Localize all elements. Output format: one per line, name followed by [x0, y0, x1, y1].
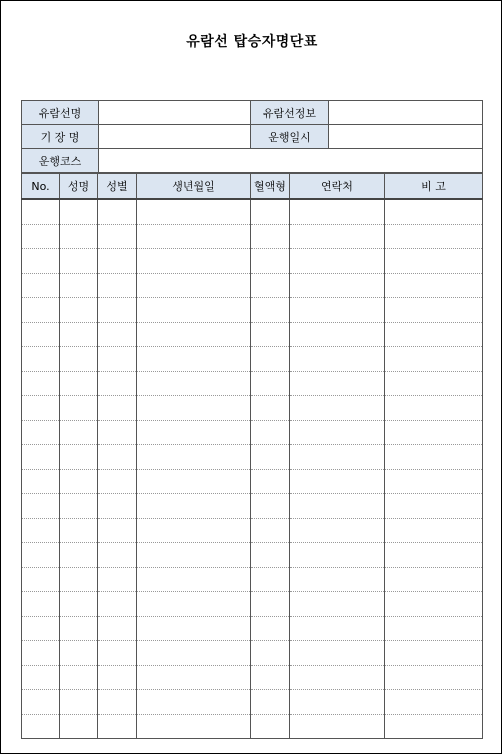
gender-cell[interactable]: [98, 273, 137, 298]
gender-cell[interactable]: [98, 690, 137, 715]
info-table: [21, 100, 483, 173]
name-cell[interactable]: [60, 543, 98, 568]
birthdate-cell[interactable]: [137, 396, 251, 421]
gender-cell[interactable]: [98, 249, 137, 274]
no-cell[interactable]: [22, 322, 60, 347]
birthdate-cell[interactable]: [137, 249, 251, 274]
birthdate-cell[interactable]: [137, 322, 251, 347]
remarks-cell[interactable]: [385, 396, 483, 421]
birthdate-cell[interactable]: [137, 543, 251, 568]
contact-cell[interactable]: [290, 396, 385, 421]
remarks-cell[interactable]: [385, 690, 483, 715]
course-label: 운행코스: [22, 149, 99, 173]
birthdate-cell[interactable]: [137, 224, 251, 249]
birthdate-cell[interactable]: [137, 273, 251, 298]
no-cell[interactable]: [22, 690, 60, 715]
table-row: [22, 494, 483, 519]
name-cell[interactable]: [60, 592, 98, 617]
contact-cell[interactable]: [290, 347, 385, 372]
contact-cell[interactable]: [290, 543, 385, 568]
no-cell[interactable]: [22, 371, 60, 396]
no-cell[interactable]: [22, 273, 60, 298]
remarks-cell[interactable]: [385, 445, 483, 470]
remarks-cell[interactable]: [385, 322, 483, 347]
col-header-blood-type: 혈액형: [251, 174, 290, 200]
contact-cell[interactable]: [290, 592, 385, 617]
col-header-gender: 성별: [98, 174, 137, 200]
table-row: [22, 249, 483, 274]
name-cell[interactable]: [60, 396, 98, 421]
passenger-table: [21, 173, 483, 739]
name-cell[interactable]: [60, 420, 98, 445]
ship-info-field[interactable]: [329, 101, 483, 125]
gender-cell[interactable]: [98, 616, 137, 641]
no-cell[interactable]: [22, 616, 60, 641]
contact-cell[interactable]: [290, 298, 385, 323]
name-cell[interactable]: [60, 469, 98, 494]
col-header-contact: 연락처: [290, 174, 385, 200]
gender-cell[interactable]: [98, 371, 137, 396]
contact-cell[interactable]: [290, 249, 385, 274]
col-header-birthdate: 생년월일: [137, 174, 251, 200]
table-row: [22, 371, 483, 396]
contact-cell[interactable]: [290, 567, 385, 592]
blood-type-cell[interactable]: [251, 714, 290, 739]
birthdate-cell[interactable]: [137, 616, 251, 641]
table-row: [22, 420, 483, 445]
gender-cell[interactable]: [98, 714, 137, 739]
contact-cell[interactable]: [290, 714, 385, 739]
gender-cell[interactable]: [98, 420, 137, 445]
name-cell[interactable]: [60, 567, 98, 592]
name-cell[interactable]: [60, 347, 98, 372]
name-cell[interactable]: [60, 665, 98, 690]
name-cell[interactable]: [60, 690, 98, 715]
col-header-name: 성명: [60, 174, 98, 200]
col-header-no: No.: [22, 174, 60, 200]
blood-type-cell[interactable]: [251, 273, 290, 298]
no-cell[interactable]: [22, 543, 60, 568]
gender-cell[interactable]: [98, 224, 137, 249]
birthdate-cell[interactable]: [137, 469, 251, 494]
table-row: [22, 592, 483, 617]
name-cell[interactable]: [60, 298, 98, 323]
contact-cell[interactable]: [290, 641, 385, 666]
remarks-cell[interactable]: [385, 371, 483, 396]
blood-type-cell[interactable]: [251, 616, 290, 641]
contact-cell[interactable]: [290, 518, 385, 543]
name-cell[interactable]: [60, 371, 98, 396]
no-cell[interactable]: [22, 445, 60, 470]
table-row: [22, 322, 483, 347]
blood-type-cell[interactable]: [251, 199, 290, 224]
gender-cell[interactable]: [98, 199, 137, 224]
no-cell[interactable]: [22, 249, 60, 274]
gender-cell[interactable]: [98, 445, 137, 470]
name-cell[interactable]: [60, 249, 98, 274]
table-row: [22, 567, 483, 592]
no-cell[interactable]: [22, 665, 60, 690]
table-row: [22, 273, 483, 298]
blood-type-cell[interactable]: [251, 420, 290, 445]
table-row: [22, 543, 483, 568]
contact-cell[interactable]: [290, 690, 385, 715]
schedule-field[interactable]: [329, 125, 483, 149]
table-row: [22, 518, 483, 543]
contact-cell[interactable]: [290, 224, 385, 249]
name-cell[interactable]: [60, 322, 98, 347]
blood-type-cell[interactable]: [251, 371, 290, 396]
no-cell[interactable]: [22, 224, 60, 249]
name-cell[interactable]: [60, 616, 98, 641]
birthdate-cell[interactable]: [137, 347, 251, 372]
contact-cell[interactable]: [290, 420, 385, 445]
birthdate-cell[interactable]: [137, 494, 251, 519]
ship-name-label: 유람선명: [22, 101, 99, 125]
ship-name-field[interactable]: [99, 101, 251, 125]
no-cell[interactable]: [22, 347, 60, 372]
remarks-cell[interactable]: [385, 567, 483, 592]
blood-type-cell[interactable]: [251, 396, 290, 421]
no-cell[interactable]: [22, 494, 60, 519]
no-cell[interactable]: [22, 396, 60, 421]
blood-type-cell[interactable]: [251, 322, 290, 347]
remarks-cell[interactable]: [385, 199, 483, 224]
blood-type-cell[interactable]: [251, 249, 290, 274]
ship-info-label: 유람선정보: [251, 101, 329, 125]
remarks-cell[interactable]: [385, 347, 483, 372]
remarks-cell[interactable]: [385, 469, 483, 494]
remarks-cell[interactable]: [385, 616, 483, 641]
birthdate-cell[interactable]: [137, 690, 251, 715]
table-row: [22, 690, 483, 715]
blood-type-cell[interactable]: [251, 592, 290, 617]
blood-type-cell[interactable]: [251, 347, 290, 372]
birthdate-cell[interactable]: [137, 665, 251, 690]
no-cell[interactable]: [22, 714, 60, 739]
table-row: [22, 714, 483, 739]
gender-cell[interactable]: [98, 592, 137, 617]
contact-cell[interactable]: [290, 322, 385, 347]
gender-cell[interactable]: [98, 518, 137, 543]
birthdate-cell[interactable]: [137, 298, 251, 323]
birthdate-cell[interactable]: [137, 420, 251, 445]
gender-cell[interactable]: [98, 347, 137, 372]
no-cell[interactable]: [22, 469, 60, 494]
birthdate-cell[interactable]: [137, 445, 251, 470]
birthdate-cell[interactable]: [137, 592, 251, 617]
contact-cell[interactable]: [290, 616, 385, 641]
no-cell[interactable]: [22, 298, 60, 323]
no-cell[interactable]: [22, 592, 60, 617]
birthdate-cell[interactable]: [137, 518, 251, 543]
table-row: [22, 347, 483, 372]
page-title: 유람선 탑승자명단표: [186, 34, 318, 50]
table-row: [22, 298, 483, 323]
contact-cell[interactable]: [290, 273, 385, 298]
no-cell[interactable]: [22, 567, 60, 592]
blood-type-cell[interactable]: [251, 665, 290, 690]
gender-cell[interactable]: [98, 665, 137, 690]
name-cell[interactable]: [60, 494, 98, 519]
table-row: [22, 469, 483, 494]
gender-cell[interactable]: [98, 494, 137, 519]
contact-cell[interactable]: [290, 494, 385, 519]
contact-cell[interactable]: [290, 445, 385, 470]
remarks-cell[interactable]: [385, 273, 483, 298]
name-cell[interactable]: [60, 641, 98, 666]
table-row: [22, 665, 483, 690]
name-cell[interactable]: [60, 518, 98, 543]
gender-cell[interactable]: [98, 322, 137, 347]
blood-type-cell[interactable]: [251, 494, 290, 519]
blood-type-cell[interactable]: [251, 445, 290, 470]
remarks-cell[interactable]: [385, 249, 483, 274]
remarks-cell[interactable]: [385, 518, 483, 543]
gender-cell[interactable]: [98, 543, 137, 568]
gender-cell[interactable]: [98, 641, 137, 666]
blood-type-cell[interactable]: [251, 469, 290, 494]
gender-cell[interactable]: [98, 298, 137, 323]
remarks-cell[interactable]: [385, 420, 483, 445]
birthdate-cell[interactable]: [137, 714, 251, 739]
blood-type-cell[interactable]: [251, 543, 290, 568]
birthdate-cell[interactable]: [137, 567, 251, 592]
blood-type-cell[interactable]: [251, 224, 290, 249]
contact-cell[interactable]: [290, 371, 385, 396]
contact-cell[interactable]: [290, 665, 385, 690]
remarks-cell[interactable]: [385, 641, 483, 666]
name-cell[interactable]: [60, 714, 98, 739]
remarks-cell[interactable]: [385, 298, 483, 323]
name-cell[interactable]: [60, 199, 98, 224]
schedule-label: 운행일시: [251, 125, 329, 149]
gender-cell[interactable]: [98, 567, 137, 592]
remarks-cell[interactable]: [385, 494, 483, 519]
contact-cell[interactable]: [290, 469, 385, 494]
blood-type-cell[interactable]: [251, 298, 290, 323]
table-row: [22, 641, 483, 666]
remarks-cell[interactable]: [385, 592, 483, 617]
remarks-cell[interactable]: [385, 714, 483, 739]
birthdate-cell[interactable]: [137, 371, 251, 396]
captain-field[interactable]: [99, 125, 251, 149]
remarks-cell[interactable]: [385, 665, 483, 690]
remarks-cell[interactable]: [385, 224, 483, 249]
no-cell[interactable]: [22, 199, 60, 224]
birthdate-cell[interactable]: [137, 641, 251, 666]
col-header-remarks: 비 고: [385, 174, 483, 200]
no-cell[interactable]: [22, 518, 60, 543]
table-row: [22, 199, 483, 224]
blood-type-cell[interactable]: [251, 518, 290, 543]
birthdate-cell[interactable]: [137, 199, 251, 224]
blood-type-cell[interactable]: [251, 641, 290, 666]
table-header-row: [22, 174, 483, 200]
table-row: [22, 616, 483, 641]
name-cell[interactable]: [60, 224, 98, 249]
no-cell[interactable]: [22, 420, 60, 445]
gender-cell[interactable]: [98, 396, 137, 421]
name-cell[interactable]: [60, 445, 98, 470]
blood-type-cell[interactable]: [251, 690, 290, 715]
table-row: [22, 396, 483, 421]
captain-label: 기 장 명: [22, 125, 99, 149]
table-row: [22, 224, 483, 249]
contact-cell[interactable]: [290, 199, 385, 224]
blood-type-cell[interactable]: [251, 567, 290, 592]
course-field[interactable]: [99, 149, 483, 173]
gender-cell[interactable]: [98, 469, 137, 494]
remarks-cell[interactable]: [385, 543, 483, 568]
table-row: [22, 445, 483, 470]
name-cell[interactable]: [60, 273, 98, 298]
no-cell[interactable]: [22, 641, 60, 666]
